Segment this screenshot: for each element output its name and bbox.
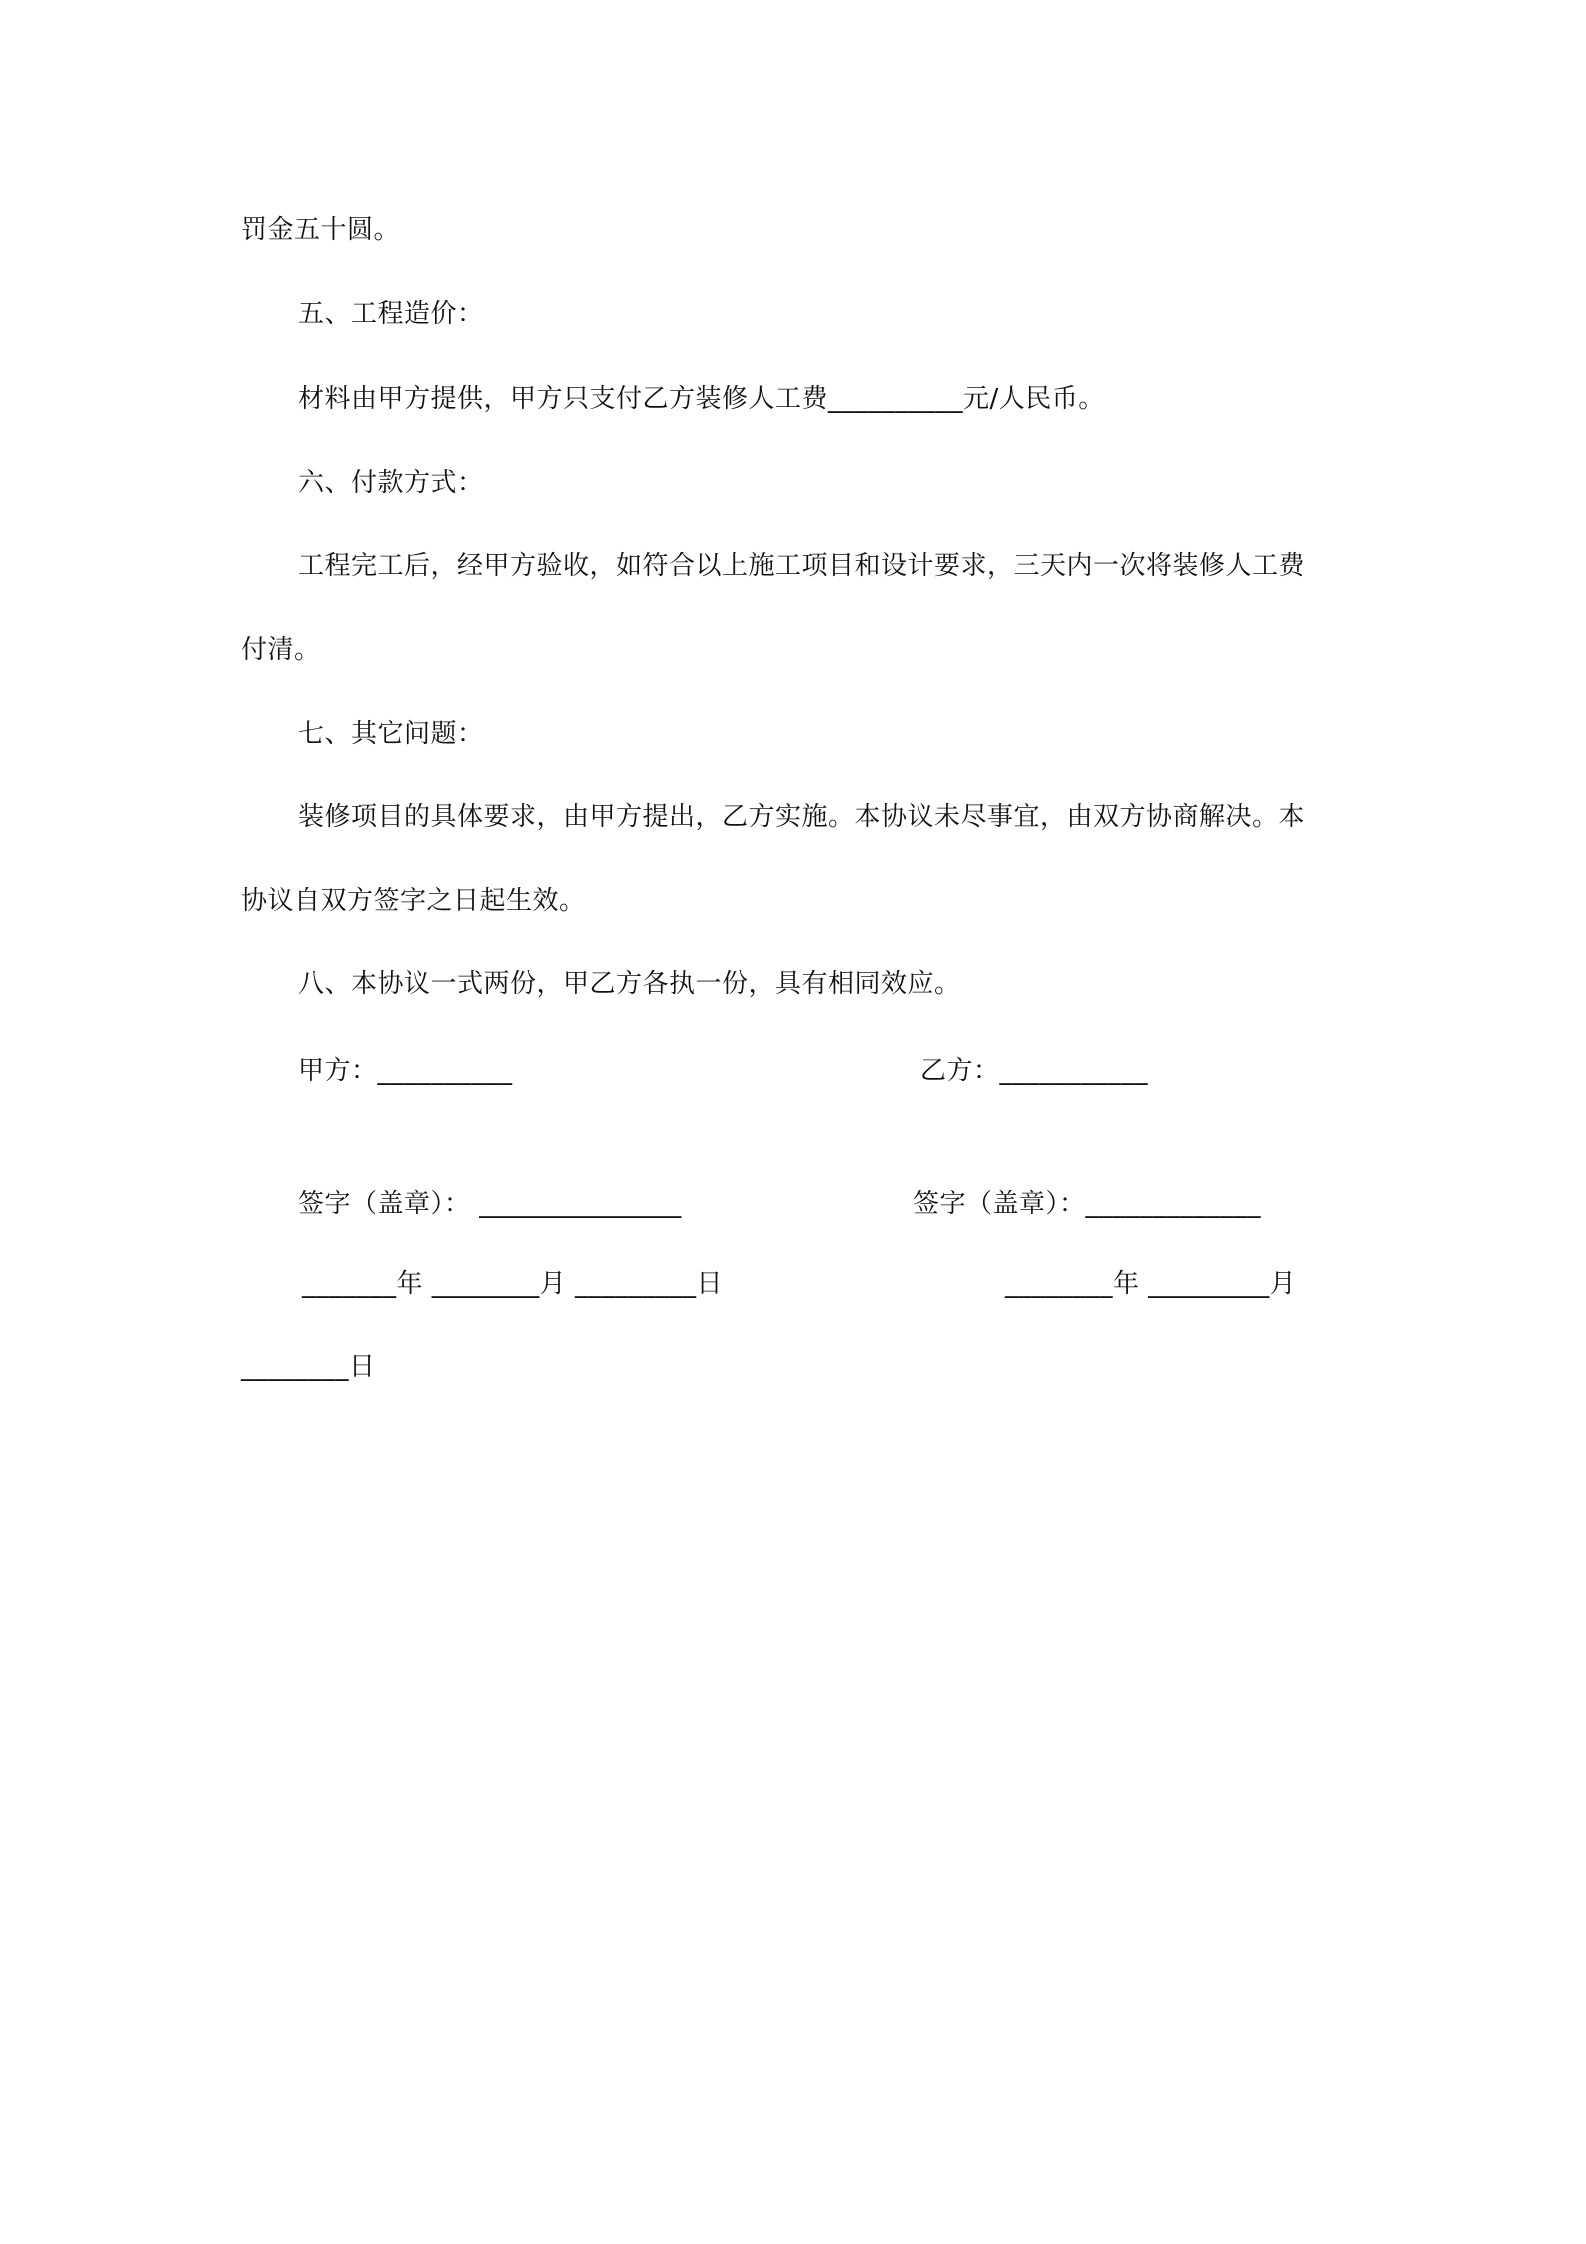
party-a-signature: 签字（盖章）： _______________ bbox=[298, 1189, 682, 1219]
section-heading: 五、工程造价： bbox=[298, 299, 484, 329]
paragraph-text: 付清。 bbox=[241, 635, 321, 665]
party-b-date: ________年 _________月 bbox=[1005, 1269, 1297, 1299]
paragraph-text: 罚金五十圆。 bbox=[241, 215, 401, 245]
paragraph-text: 材料由甲方提供，甲方只支付乙方装修人工费__________元/人民币。 bbox=[298, 384, 1105, 414]
party-a-date: _______年 ________月 _________日 bbox=[302, 1269, 724, 1299]
paragraph-text: 装修项目的具体要求，由甲方提出，乙方实施。本协议未尽事宜，由双方协商解决。本 bbox=[298, 802, 1306, 832]
paragraph-text: 协议自双方签字之日起生效。 bbox=[241, 886, 586, 916]
section-heading: 八、本协议一式两份，甲乙方各执一份，具有相同效应。 bbox=[298, 969, 961, 999]
party-b-date-day: ________日 bbox=[241, 1352, 376, 1382]
section-heading: 六、付款方式： bbox=[298, 468, 484, 498]
party-b-label: 乙方：___________ bbox=[920, 1056, 1149, 1086]
party-a-label: 甲方：__________ bbox=[298, 1056, 513, 1086]
party-b-signature: 签字（盖章）：_____________ bbox=[913, 1189, 1262, 1219]
paragraph-text: 工程完工后，经甲方验收，如符合以上施工项目和设计要求，三天内一次将装修人工费 bbox=[298, 551, 1306, 581]
section-heading: 七、其它问题： bbox=[298, 719, 484, 749]
